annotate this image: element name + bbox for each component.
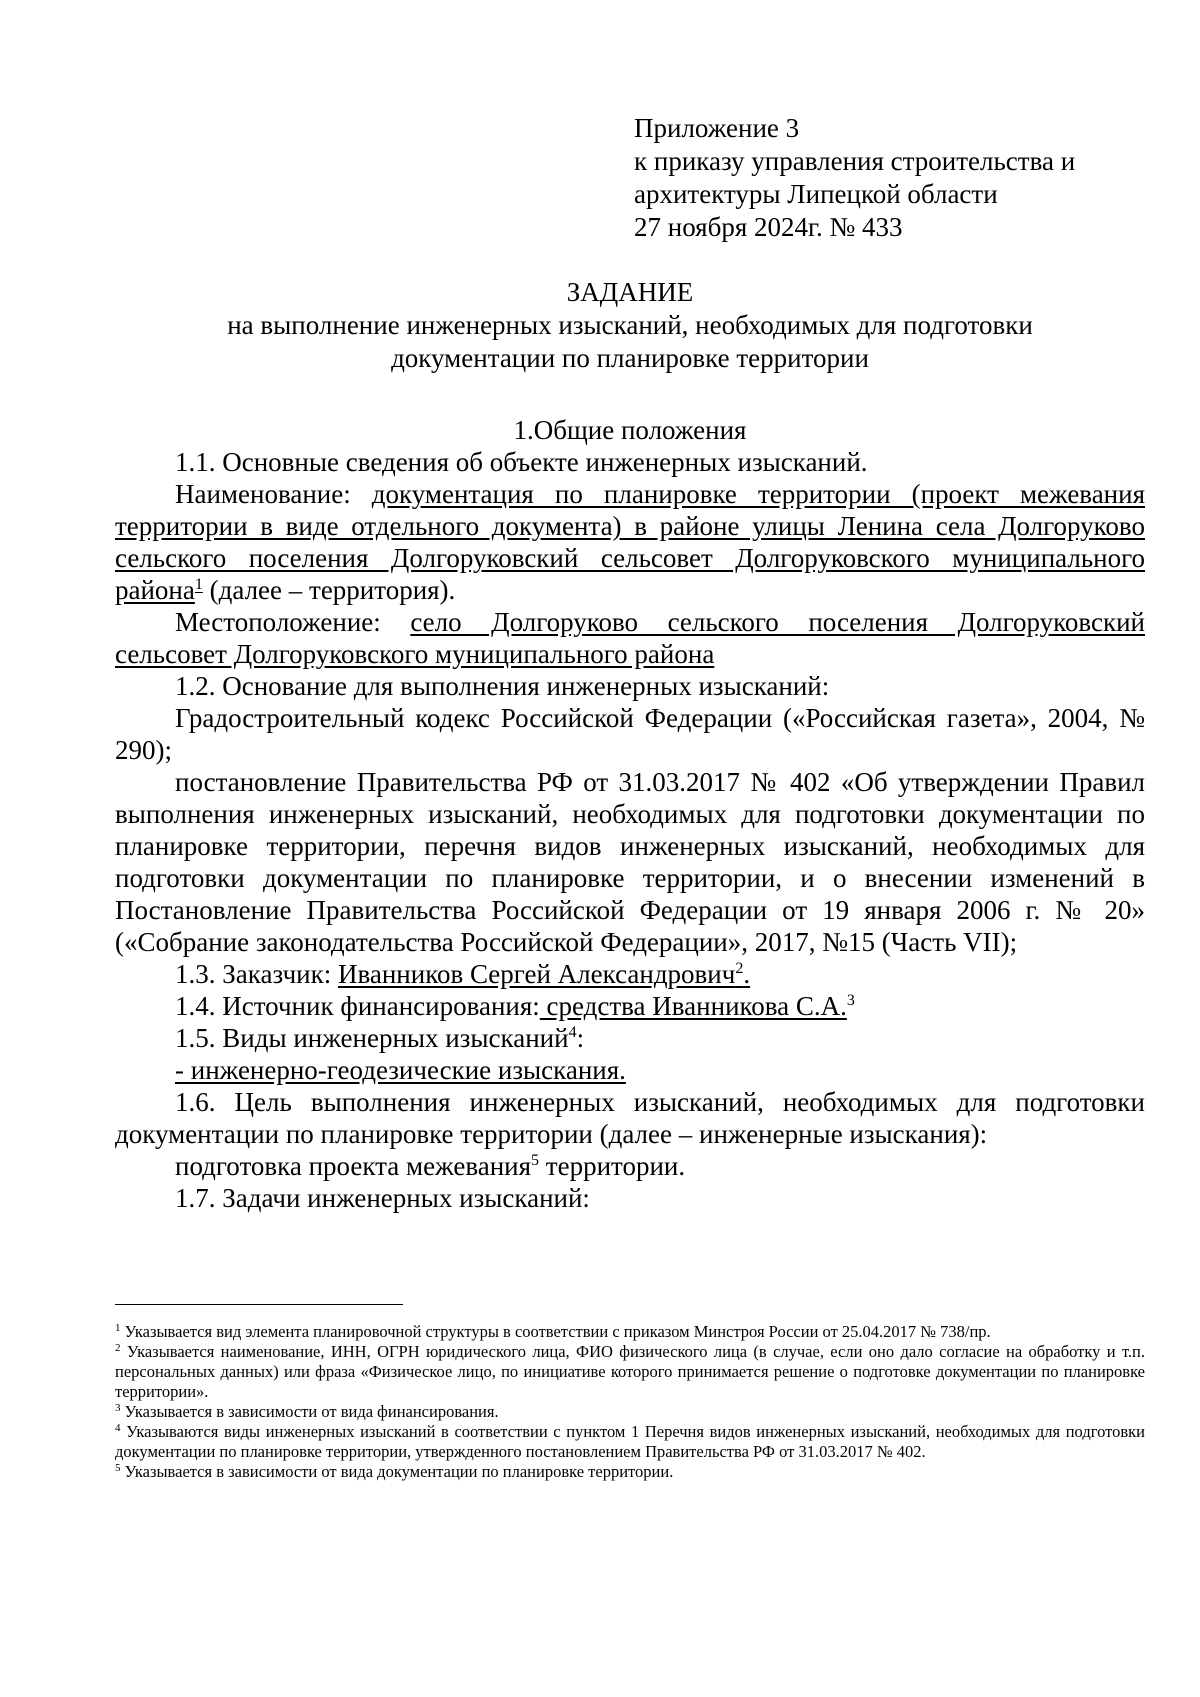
paragraph-1-3	[115, 958, 1145, 990]
document-subtitle-line-1: на выполнение инженерных изысканий, необходимых для подготовки	[227, 310, 1033, 340]
footnote	[115, 1322, 1145, 1342]
paragraph-1-5	[115, 1022, 1145, 1054]
footnote	[115, 1402, 1145, 1422]
name-tail: (далее – территория).	[202, 575, 456, 605]
footnote-text: Указываются виды инженерных изысканий в соответствии с пунктом 1 Перечня видов инженерных изысканий, необходимых для подготовки документации по планировке территории, утвержденного постановлением Правительства РФ от 31.03.2017 № 402.	[115, 1422, 1145, 1461]
paragraph-name	[115, 478, 1145, 606]
paragraph-1-2: 1.2. Основание для выполнения инженерных изысканий:	[175, 671, 830, 701]
footnote-number: 1	[115, 1322, 121, 1334]
paragraph-1-1: 1.1. Основные сведения об объекте инженерных изысканий.	[175, 447, 868, 477]
name-value: документация по планировке территории (проект межевания территории в виде отдельного документа) в районе улицы Ленина села Долгоруково сельского поселения Долгоруковский сельсовет Долгоруковского муниципального района	[115, 479, 1146, 605]
footnote-number: 2	[115, 1342, 121, 1354]
survey-types-end: :	[576, 1023, 585, 1053]
customer-value	[338, 959, 750, 989]
customer-name: Иванников Сергей Александрович	[337, 959, 736, 989]
document-title: ЗАДАНИЕ	[566, 277, 694, 307]
footnotes	[115, 1322, 1145, 1482]
appendix-number: Приложение 3	[634, 113, 800, 143]
footnote-ref-5: 5	[531, 1152, 540, 1169]
section-heading: 1.Общие положения	[513, 415, 747, 445]
footnote	[115, 1422, 1145, 1462]
paragraph-1-6: 1.6. Цель выполнения инженерных изысканий, необходимых для подготовки документации по планировке территории (далее – инженерные изыскания):	[115, 1087, 1145, 1149]
footnote-text: Указывается в зависимости от вида финансирования.	[120, 1402, 499, 1421]
footnote	[115, 1342, 1145, 1402]
survey-type-value: - инженерно-геодезические изыскания.	[175, 1055, 626, 1085]
location-label: Местоположение:	[175, 607, 411, 637]
appendix-header	[634, 112, 1075, 244]
footnote-number: 5	[115, 1462, 121, 1474]
footnote-text: Указывается в зависимости от вида документации по планировке территории.	[120, 1462, 674, 1481]
name-label: Наименование:	[175, 479, 372, 509]
goal-main: подготовка проекта межевания	[175, 1151, 532, 1181]
footnote-text: Указывается наименование, ИНН, ОГРН юридического лица, ФИО физического лица (в случае, если оно дало согласие на обработку и т.п. персональных данных) или фраза «Физическое лицо, по инициативе которого принимается решение о подготовке документации по планировке территории».	[115, 1342, 1145, 1401]
paragraph-1-4	[115, 990, 1145, 1022]
survey-types-label: 1.5. Виды инженерных изысканий	[175, 1023, 569, 1053]
survey-type-item	[115, 1054, 1145, 1086]
footnote-text: Указывается вид элемента планировочной структуры в соответствии с приказом Минстроя России от 25.04.2017 № 738/пр.	[120, 1322, 991, 1341]
basis-item-2: постановление Правительства РФ от 31.03.2017 № 402 «Об утверждении Правил выполнения инженерных изысканий, необходимых для подготовки документации по планировке территории, перечня видов инженерных изысканий, необходимых для подготовки документации по планировке территории, и о внесении изменений в Постановление Правительства Российской Федерации от 19 января 2006 г. № 20» («Собрание законодательства Российской Федерации», 2017, №15 (Часть VII);	[115, 767, 1145, 957]
footnote-ref-4: 4	[568, 1024, 577, 1041]
location-value: село Долгоруково сельского поселения Долгоруковский сельсовет Долгоруковского муниципального района	[115, 607, 1145, 669]
document-body	[115, 414, 1145, 1214]
footnote-number: 3	[115, 1402, 121, 1414]
order-reference-line: к приказу управления строительства и	[634, 146, 1076, 176]
footnote-separator	[115, 1304, 403, 1305]
footnote-ref-1: 1	[194, 576, 203, 593]
basis-item-1: Градостроительный кодекс Российской Федерации («Российская газета», 2004, № 290);	[115, 703, 1145, 765]
customer-end: .	[743, 959, 751, 989]
order-date-number: 27 ноября 2024г. № 433	[634, 212, 903, 242]
document-subtitle-line-2: документации по планировке территории	[391, 343, 869, 373]
paragraph-1-7: 1.7. Задачи инженерных изысканий:	[175, 1183, 590, 1213]
goal-tail: территории.	[539, 1151, 686, 1181]
goal-text	[115, 1150, 1145, 1182]
footnote-ref-2: 2	[735, 960, 744, 977]
funding-label: 1.4. Источник финансирования:	[175, 991, 540, 1021]
funding-value: средства Иванникова С.А.	[539, 991, 847, 1021]
customer-label: 1.3. Заказчик:	[175, 959, 338, 989]
paragraph-location	[115, 606, 1145, 670]
footnote	[115, 1462, 1145, 1482]
order-authority-line: архитектуры Липецкой области	[634, 179, 998, 209]
footnote-number: 4	[115, 1422, 121, 1434]
footnote-ref-3: 3	[846, 992, 855, 1009]
